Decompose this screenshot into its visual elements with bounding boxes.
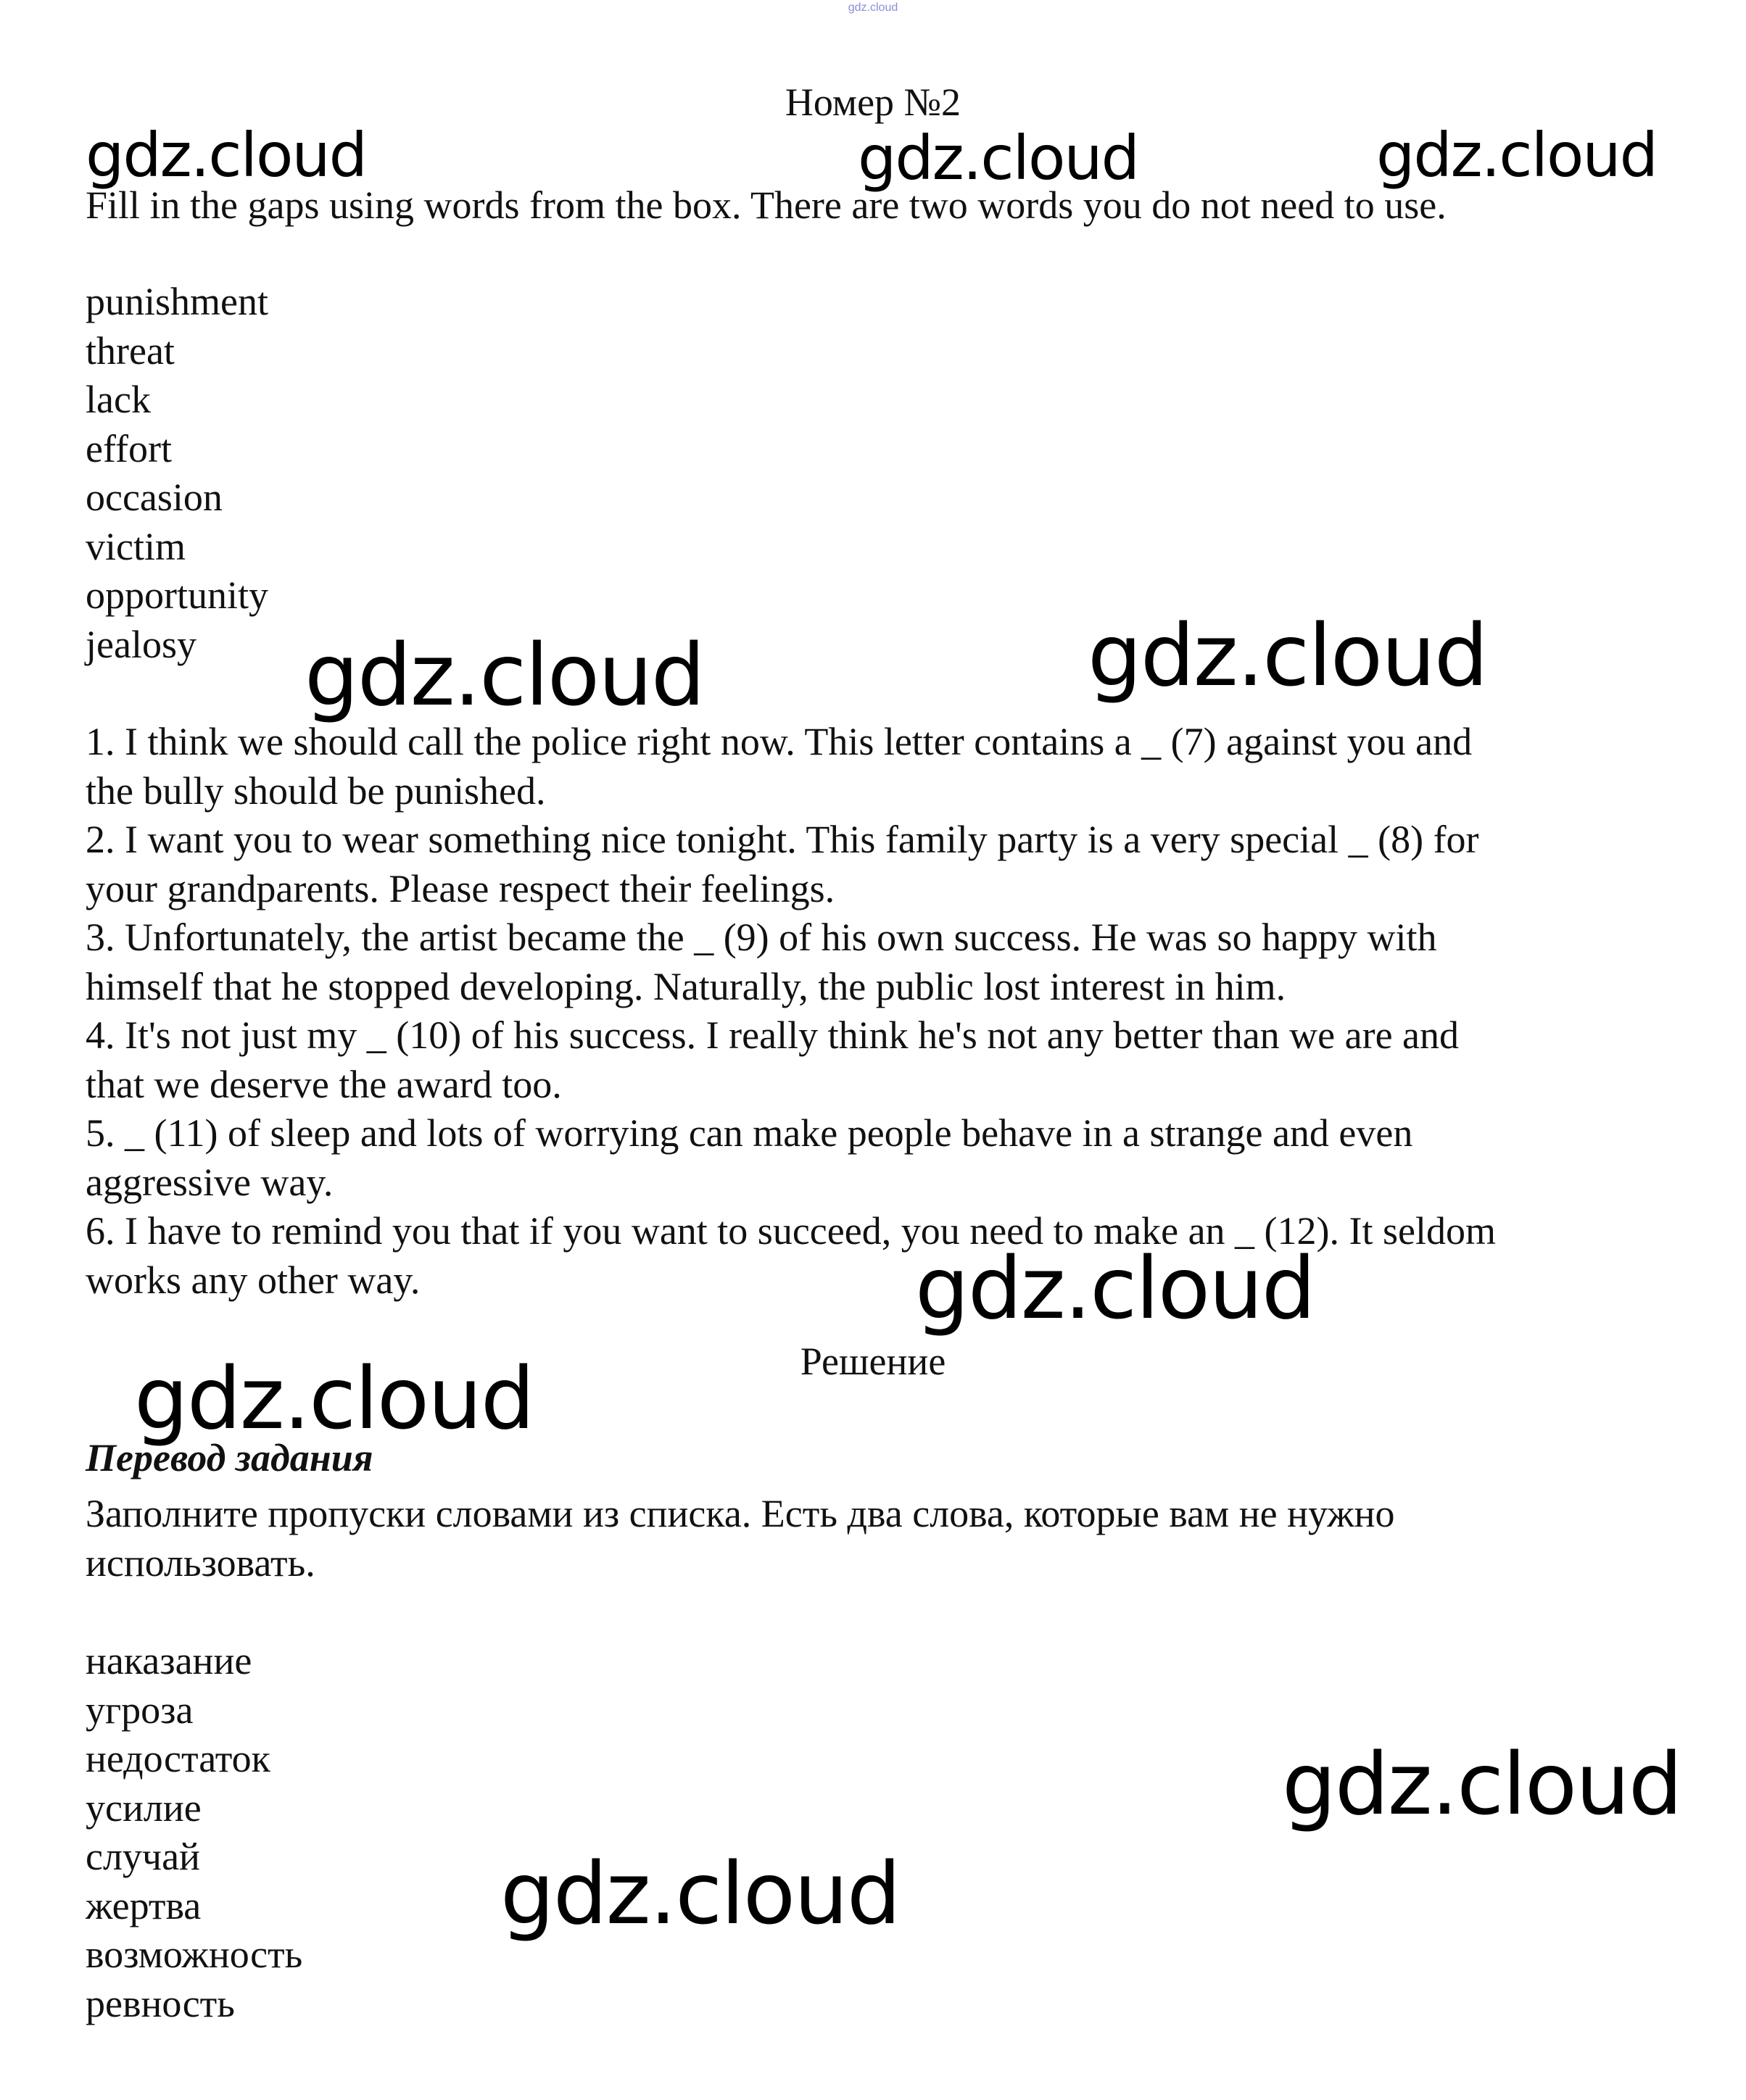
instruction-ru-line: Заполните пропуски словами из списка. Есть два слова, которые вам не нужно	[86, 1492, 1395, 1535]
sentence-line: 2. I want you to wear something nice tonight. This family party is a very special _ (8) for	[86, 818, 1479, 861]
translation-heading: Перевод задания	[86, 1436, 373, 1479]
watermark: gdz.cloud	[1088, 605, 1487, 705]
instruction-ru-line: использовать.	[86, 1540, 315, 1585]
sentence-line: works any other way.	[86, 1258, 421, 1302]
solution-title: Решение	[800, 1340, 946, 1383]
sentence-line: aggressive way.	[86, 1160, 334, 1204]
word-item: jealosy	[86, 622, 196, 666]
word-item: наказание	[86, 1639, 252, 1682]
watermark: gdz.cloud	[305, 625, 704, 725]
instruction-en-line: Fill in the gaps using words from the box. There are two words you do not need to use.	[86, 183, 1447, 227]
sentence-line: 3. Unfortunately, the artist became the _ (9) of his own success. He was so happy with	[86, 916, 1437, 959]
watermark: gdz.cloud	[134, 1348, 534, 1448]
word-item: возможность	[86, 1933, 303, 1976]
sentence-line: 5. _ (11) of sleep and lots of worrying can make people behave in a strange and even	[86, 1111, 1413, 1155]
watermark: gdz.cloud	[86, 120, 366, 191]
sentences-en	[86, 718, 1673, 1305]
top-watermark: gdz.cloud	[848, 1, 898, 14]
sentence-line: 1. I think we should call the police right now. This letter contains a _ (7) against you and	[86, 720, 1473, 763]
sentence-line: himself that he stopped developing. Naturally, the public lost interest in him.	[86, 964, 1286, 1008]
watermark: gdz.cloud	[500, 1843, 900, 1943]
instruction-ru	[86, 1490, 1673, 1588]
word-item: ревность	[86, 1981, 235, 2025]
watermark: gdz.cloud	[915, 1238, 1315, 1338]
word-item: усилие	[86, 1785, 202, 1830]
word-item: opportunity	[86, 573, 268, 617]
word-item: threat	[86, 328, 175, 373]
word-item: effort	[86, 426, 172, 470]
word-item: victim	[86, 524, 186, 568]
word-item: случай	[86, 1835, 200, 1878]
watermark: gdz.cloud	[1376, 120, 1657, 191]
page-title: Номер №2	[785, 80, 961, 124]
sentence-line: 6. I have to remind you that if you want to succeed, you need to make an _ (12). It seldom	[86, 1209, 1496, 1253]
watermark: gdz.cloud	[858, 123, 1138, 194]
sentence-line: your grandparents. Please respect their feelings.	[86, 866, 835, 910]
word-item: lack	[86, 378, 151, 421]
word-item: жертва	[86, 1883, 202, 1927]
sentence-line: the bully should be punished.	[86, 768, 546, 813]
word-item: угроза	[86, 1688, 194, 1732]
sentence-line: 4. It's not just my _ (10) of his success. I really think he's not any better than we are and	[86, 1013, 1460, 1057]
word-item: occasion	[86, 476, 223, 519]
word-item: недостаток	[86, 1737, 270, 1780]
word-item: punishment	[86, 280, 268, 323]
sentence-line: that we deserve the award too.	[86, 1062, 562, 1106]
watermark: gdz.cloud	[1282, 1734, 1681, 1834]
